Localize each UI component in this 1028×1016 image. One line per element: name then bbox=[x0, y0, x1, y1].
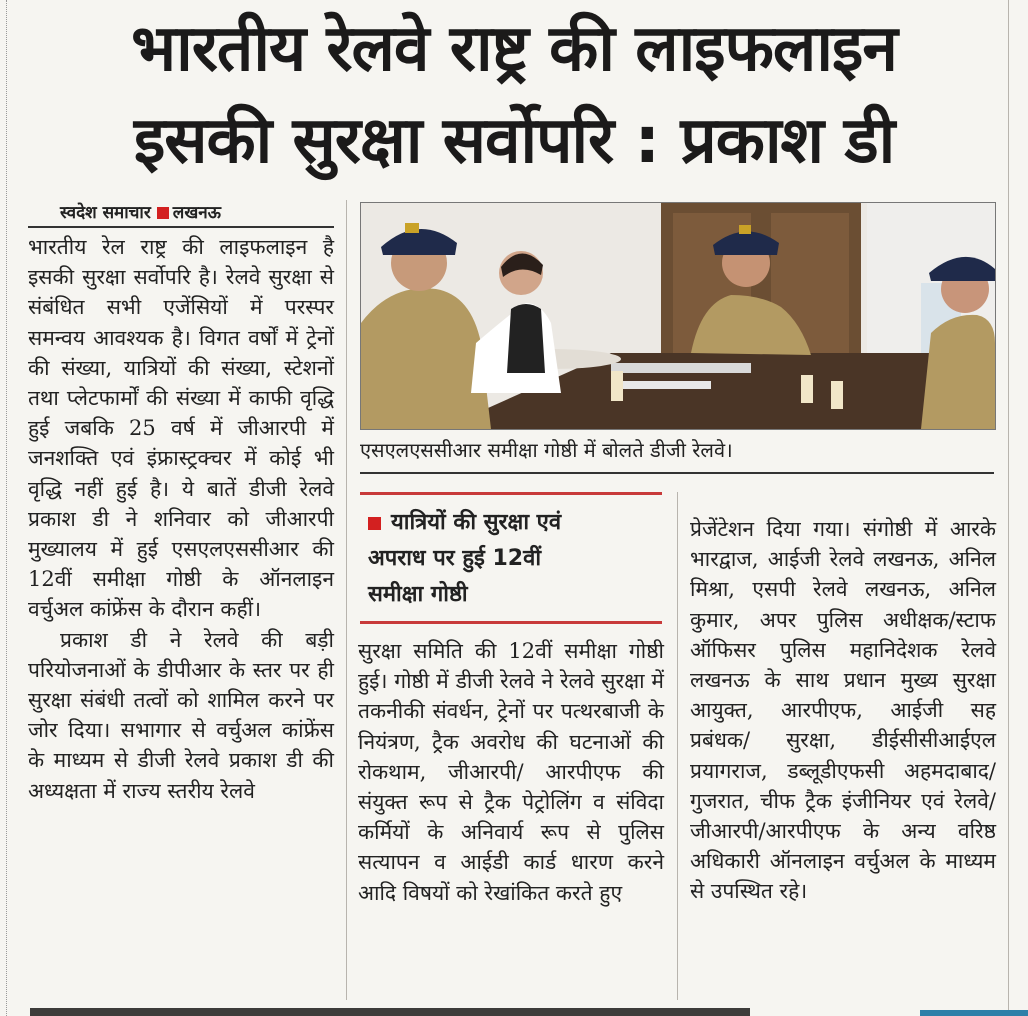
news-photo bbox=[360, 202, 996, 430]
article-column-1 bbox=[28, 232, 334, 806]
next-article-strip-accent bbox=[920, 1010, 1028, 1016]
subheadline-line bbox=[368, 505, 662, 541]
red-square-icon bbox=[157, 207, 169, 219]
article-column-2 bbox=[358, 636, 664, 908]
subheadline-line: समीक्षा गोष्ठी bbox=[368, 582, 468, 607]
headline-line-1: भारतीय रेलवे राष्ट्र की लाइफलाइन bbox=[131, 12, 897, 86]
column-divider bbox=[677, 492, 678, 1000]
article-paragraph: प्रकाश डी ने रेलवे की बड़ी परियोजनाओं के डीपीआर के स्तर पर ही सुरक्षा संबंधी तत्वों को शामिल करने पर जोर दिया। सभागार से वर्चुअल कांफ्रेंस के माध्यम से डीजी रेलवे प्रकाश डी की अध्यक्षता में राज्य स्तरीय रेलवे bbox=[28, 627, 334, 803]
byline bbox=[60, 200, 290, 223]
photo-meeting-illustration bbox=[361, 203, 995, 429]
article-paragraph: प्रेजेंटेशन दिया गया। संगोष्ठी में आरके भारद्वाज, आईजी रेलवे लखनऊ, अनिल मिश्रा, एसपी रेलवे लखनऊ, अनिल कुमार, अपर पुलिस अधीक्षक/स्टाफ ऑफिसर पुलिस महानिदेशक रेलवे लखनऊ के साथ प्रधान मुख्य सुरक्षा आयुक्त, आरपीएफ, आईजी सह प्रबंधक/ सुरक्षा, डीईसीसीआईएल प्रयागराज, डब्लूडीएफसी अहमदाबाद/ गुजरात, चीफ ट्रैक इंजीनियर एवं रेलवे/ जीआरपी/आरपीएफ के अन्य वरिष्ठ अधिकारी ऑनलाइन वर्चुअल के माध्यम से उपस्थित रहे। bbox=[690, 517, 996, 904]
article-paragraph: सुरक्षा समिति की 12वीं समीक्षा गोष्ठी हुई। गोष्ठी में डीजी रेलवे ने रेलवे सुरक्षा में तकनीकी संवर्धन, ट्रेनों पर पत्थरबाजी के नियंत्रण, ट्रैक अवरोध की घटनाओं की रोकथाम, जीआरपी/ आरपीएफ की संयुक्त रूप से ट्रैक पेट्रोलिंग व संविदा कर्मियों के अनिवार्य रूप से पुलिस सत्यापन व आईडी कार्ड धारण करने आदि विषयों को रेखांकित करते हुए bbox=[358, 639, 664, 905]
red-square-icon bbox=[368, 517, 381, 530]
subheadline-text: यात्रियों की सुरक्षा एवं bbox=[391, 510, 562, 535]
subheadline-line: अपराध पर हुई 12वीं bbox=[368, 546, 542, 571]
photo-caption: एसएलएससीआर समीक्षा गोष्ठी में बोलते डीजी रेलवे। bbox=[360, 438, 733, 462]
next-article-strip bbox=[30, 1008, 750, 1016]
headline-line-2: इसकी सुरक्षा सर्वोपरि : प्रकाश डी bbox=[133, 104, 895, 178]
page-edge-right-divider bbox=[1008, 0, 1009, 1016]
byline-rule bbox=[28, 226, 334, 228]
article-column-3 bbox=[690, 514, 996, 907]
article-paragraph: भारतीय रेल राष्ट्र की लाइफलाइन है इसकी सुरक्षा सर्वोपरि है। रेलवे सुरक्षा से संबंधित सभी एजेंसियों में परस्पर समन्वय आवश्यक है। विगत वर्षों में ट्रेनों की संख्या, यात्रियों की संख्या, स्टेशनों तथा प्लेटफार्मों की संख्या में काफी वृद्धि हुई जबकि 25 वर्ष में जीआरपी में जनशक्ति एवं इंफ्रास्ट्रक्चर में कोई भी वृद्धि नहीं हुई है। ये बातें डीजी रेलवे प्रकाश डी ने शनिवार को जीआरपी मुख्यालय में हुई एसएलएससीआर की 12वीं समीक्षा गोष्ठी के ऑनलाइन वर्चुअल कांफ्रेंस के दौरान कहीं। bbox=[28, 235, 334, 622]
subheadline-box bbox=[360, 492, 662, 624]
caption-rule bbox=[360, 472, 994, 474]
byline-source: स्वदेश समाचार bbox=[60, 203, 151, 223]
byline-city: लखनऊ bbox=[172, 203, 222, 223]
column-divider bbox=[346, 200, 347, 1000]
